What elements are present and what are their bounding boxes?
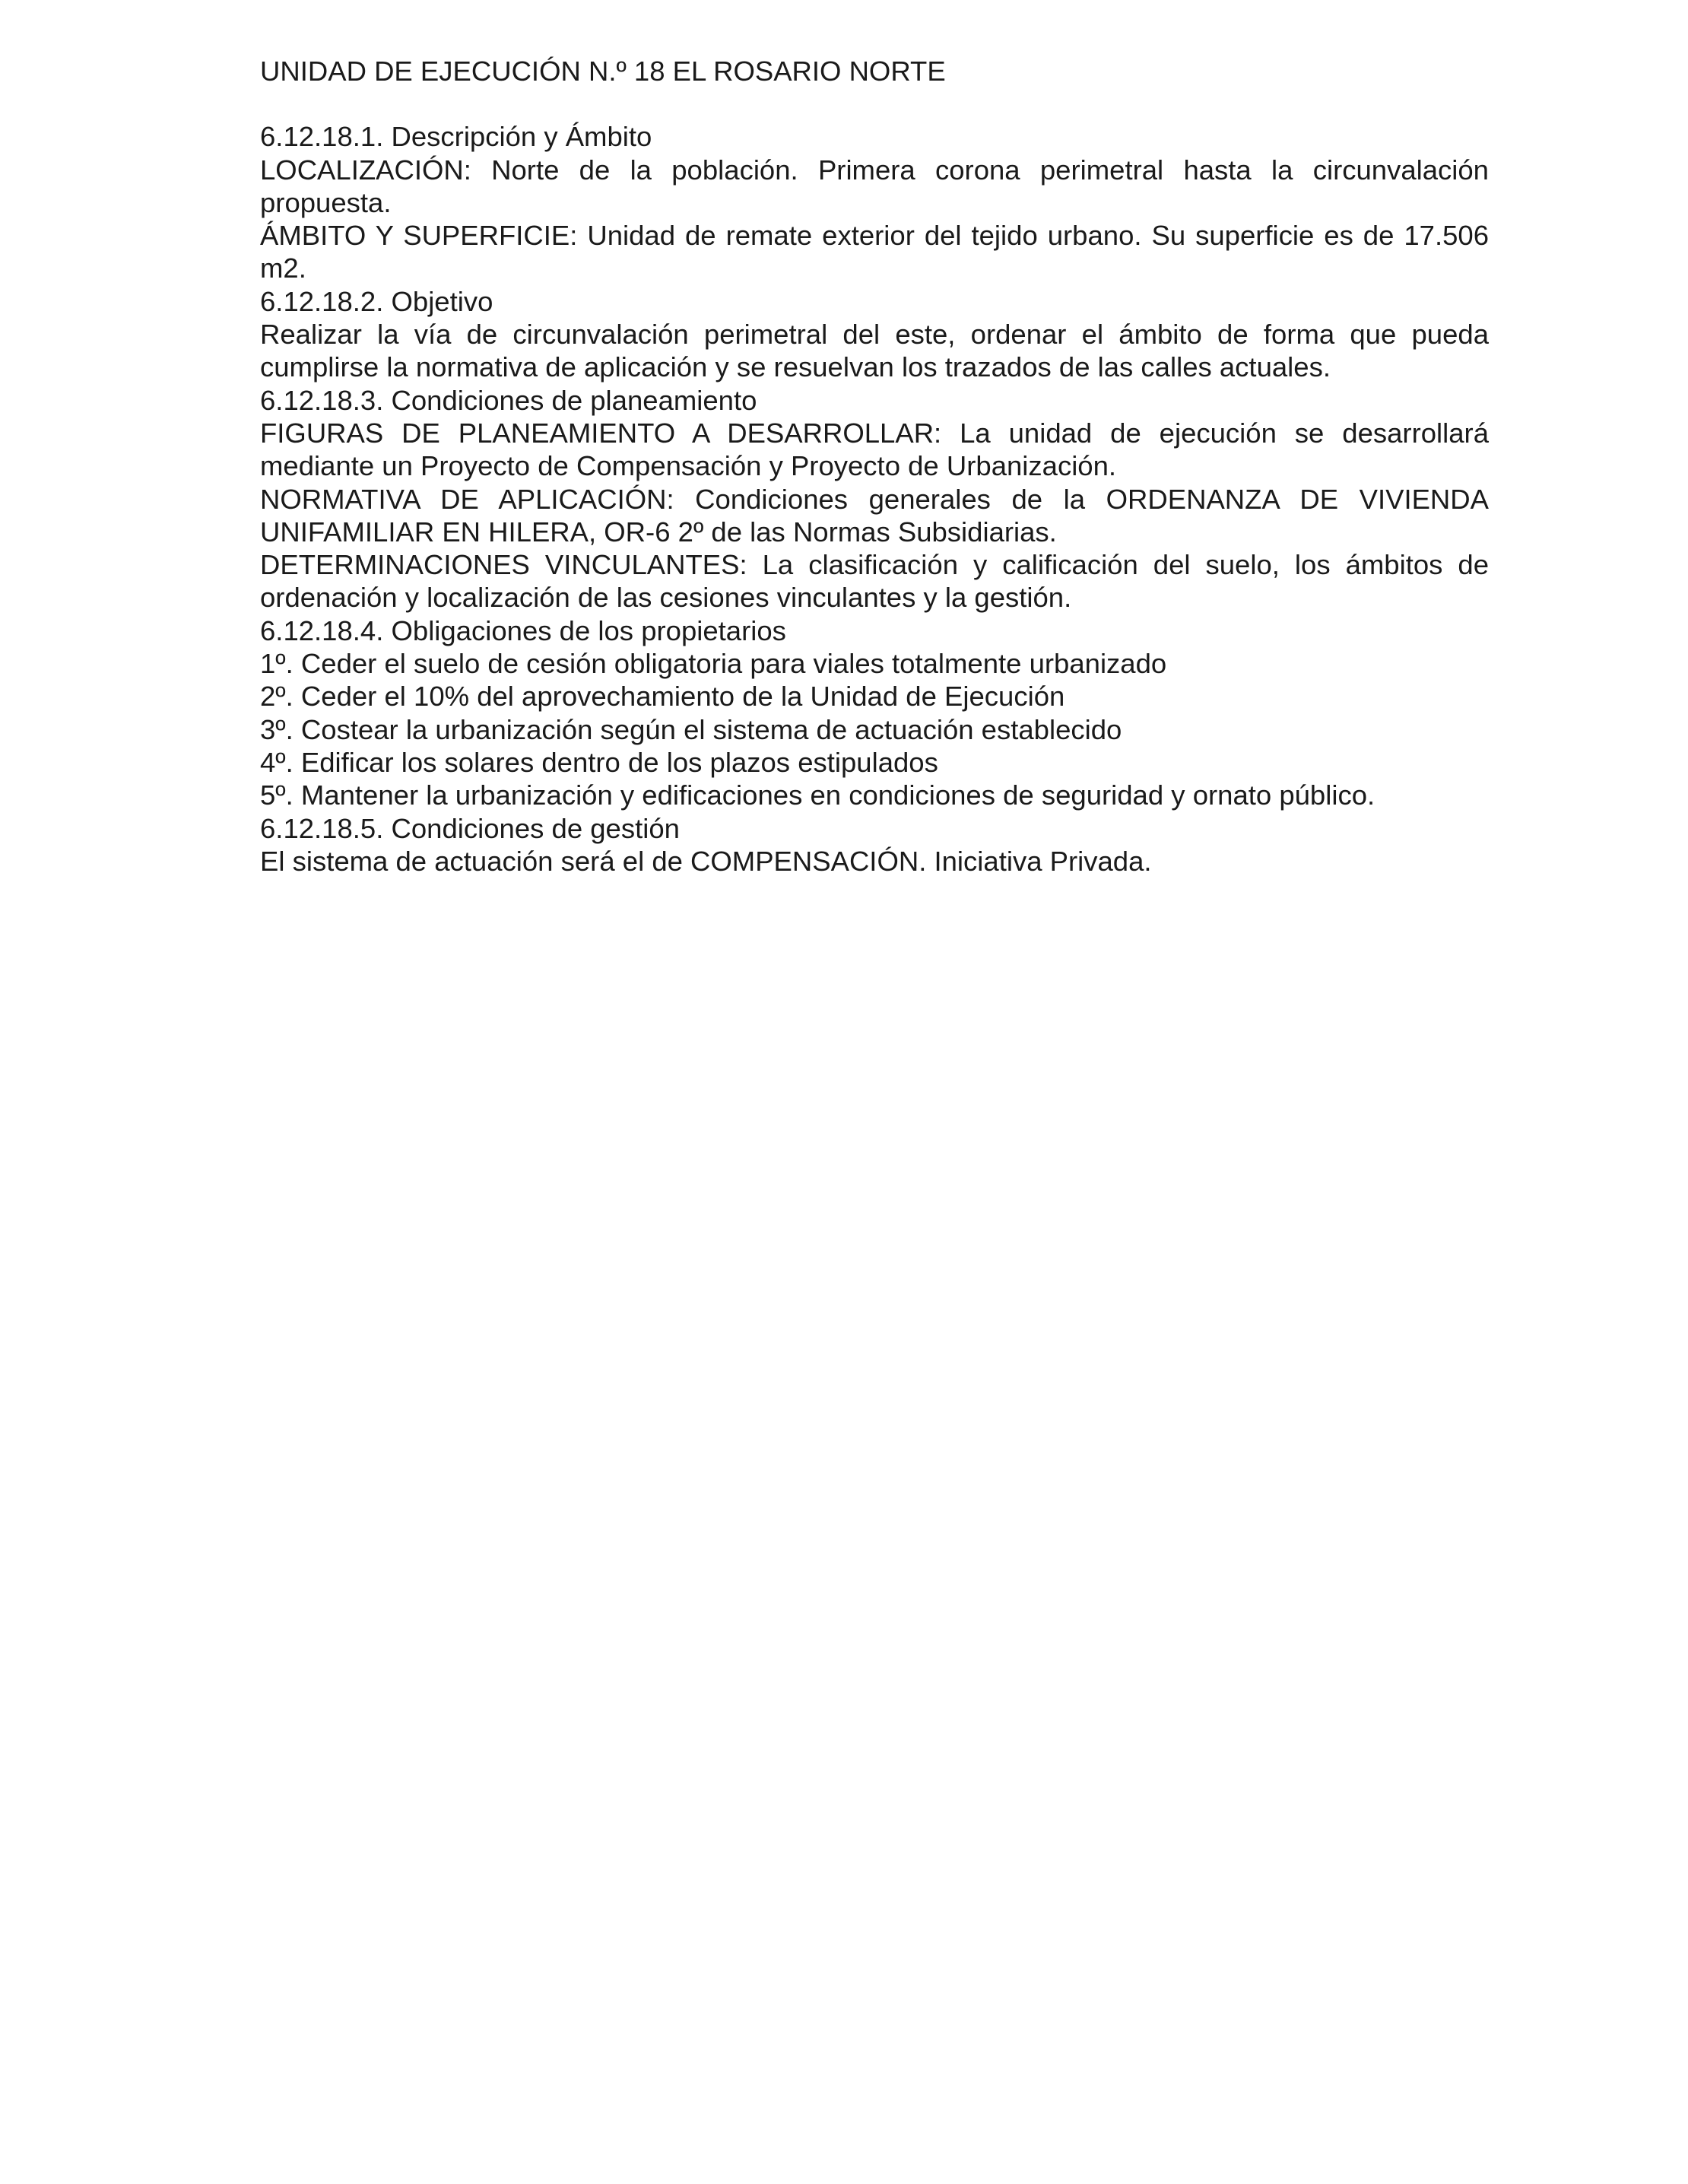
obligation-item: 5º. Mantener la urbanización y edificaciones en condiciones de seguridad y ornato público. xyxy=(260,779,1375,811)
section-obligaciones-propietarios xyxy=(260,614,1489,812)
section-objetivo xyxy=(260,285,1489,384)
section-condiciones-planeamiento xyxy=(260,384,1489,614)
section-heading: 6.12.18.1. Descripción y Ámbito xyxy=(260,121,652,153)
objetivo-paragraph: Realizar la vía de circunvalación perimetral del este, ordenar el ámbito de forma que pueda cumplirse la normativa de aplicación y se resuelvan los trazados de las calles actuales. xyxy=(260,319,1489,383)
section-descripcion-ambito xyxy=(260,120,1489,284)
determinaciones-vinculantes-paragraph: DETERMINACIONES VINCULANTES: La clasificación y calificación del suelo, los ámbitos de ordenación y localización de las cesiones vinculantes y la gestión. xyxy=(260,549,1489,614)
figuras-planeamiento-paragraph: FIGURAS DE PLANEAMIENTO A DESARROLLAR: La unidad de ejecución se desarrollará mediante un Proyecto de Compensación y Proyecto de Urbanización. xyxy=(260,417,1489,482)
obligation-item: 3º. Costear la urbanización según el sistema de actuación establecido xyxy=(260,713,1122,745)
section-heading: 6.12.18.2. Objetivo xyxy=(260,285,493,317)
normativa-aplicacion-paragraph: NORMATIVA DE APLICACIÓN: Condiciones generales de la ORDENANZA DE VIVIENDA UNIFAMILIAR EN HILERA, OR-6 2º de las Normas Subsidiarias. xyxy=(260,483,1489,548)
ambito-superficie-paragraph: ÁMBITO Y SUPERFICIE: Unidad de remate exterior del tejido urbano. Su superficie es de 17.506 m2. xyxy=(260,220,1489,284)
section-heading: 6.12.18.3. Condiciones de planeamiento xyxy=(260,384,757,416)
obligation-item: 2º. Ceder el 10% del aprovechamiento de la Unidad de Ejecución xyxy=(260,681,1065,713)
obligation-item: 1º. Ceder el suelo de cesión obligatoria para viales totalmente urbanizado xyxy=(260,648,1167,680)
obligation-item: 4º. Edificar los solares dentro de los plazos estipulados xyxy=(260,746,938,778)
document-title: UNIDAD DE EJECUCIÓN N.º 18 EL ROSARIO NORTE xyxy=(260,56,946,87)
section-condiciones-gestion xyxy=(260,812,1489,878)
localizacion-paragraph: LOCALIZACIÓN: Norte de la población. Primera corona perimetral hasta la circunvalación propuesta. xyxy=(260,154,1489,218)
section-heading: 6.12.18.4. Obligaciones de los propietarios xyxy=(260,614,786,646)
gestion-paragraph: El sistema de actuación será el de COMPENSACIÓN. Iniciativa Privada. xyxy=(260,845,1152,877)
section-heading: 6.12.18.5. Condiciones de gestión xyxy=(260,812,680,844)
document-page xyxy=(260,55,1489,878)
